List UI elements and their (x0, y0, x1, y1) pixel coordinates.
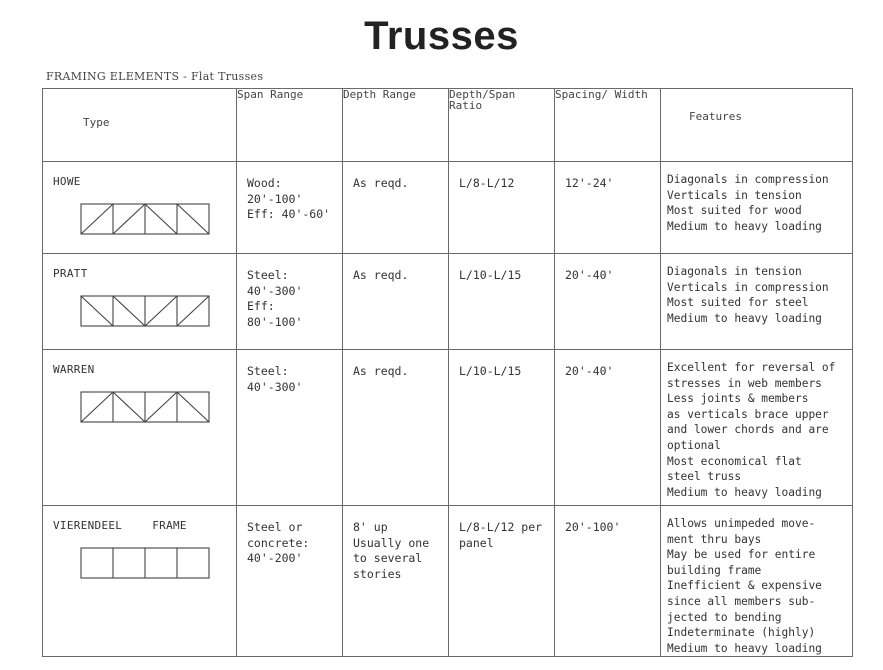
span-range: Steel: 40'-300' Eff: 80'-100' (247, 268, 303, 329)
span-range: Steel: 40'-300' (247, 364, 303, 394)
depth-range: As reqd. (353, 176, 409, 190)
spacing-width: 20'-40' (565, 268, 614, 282)
features-text: Excellent for reversal of stresses in web members Less joints & members as verticals brace upper and lower chords and are optional Most economical flat steel truss Medium to heavy loading (667, 361, 836, 499)
table-row (43, 254, 853, 350)
span-range: Steel or concrete: 40'-200' (247, 520, 310, 565)
header-type: Type (43, 89, 237, 162)
header-spacing: Spacing/ Width (555, 89, 661, 162)
type-name: HOWE (53, 175, 81, 188)
features-text: Allows unimpeded move- ment thru bays May be used for entire building frame Inefficient & expensive since all members sub- jected to bending Indeterminate (highly) Medium to heavy loading (667, 517, 822, 655)
header-span: Span Range (237, 89, 343, 162)
type-name: VIERENDEEL (53, 519, 123, 532)
type-name: PRATT (53, 267, 88, 280)
type-cell (43, 506, 237, 657)
type-name-extra: FRAME (152, 519, 187, 532)
vierendeel-frame-icon (79, 546, 211, 580)
spacing-width: 12'-24' (565, 176, 614, 190)
pratt-truss-icon (79, 294, 211, 328)
type-cell (43, 350, 237, 506)
span-range: Wood: 20'-100' Eff: 40'-60' (247, 176, 331, 221)
truss-table (42, 88, 853, 657)
header-features: Features (661, 89, 853, 162)
depth-range: As reqd. (353, 268, 409, 282)
table-row (43, 162, 853, 254)
features-text: Diagonals in compression Verticals in tension Most suited for wood Medium to heavy loading (667, 173, 829, 233)
type-name: WARREN (53, 363, 95, 376)
warren-truss-icon (79, 390, 211, 424)
depth-span-ratio: L/10-L/15 (459, 268, 522, 282)
spacing-width: 20'-40' (565, 364, 614, 378)
depth-range: 8' up Usually one to several stories (353, 520, 430, 581)
table-row (43, 506, 853, 657)
howe-truss-icon (79, 202, 211, 236)
spacing-width: 20'-100' (565, 520, 621, 534)
page-title: Trusses (364, 14, 519, 58)
depth-span-ratio: L/8-L/12 (459, 176, 515, 190)
type-cell (43, 162, 237, 254)
depth-span-ratio: L/8-L/12 per panel (459, 520, 543, 550)
header-ratio: Depth/Span Ratio (449, 89, 555, 162)
features-text: Diagonals in tension Verticals in compression Most suited for steel Medium to heavy loading (667, 265, 829, 325)
depth-span-ratio: L/10-L/15 (459, 364, 522, 378)
depth-range: As reqd. (353, 364, 409, 378)
table-row (43, 350, 853, 506)
header-depth: Depth Range (343, 89, 449, 162)
table-header-row (43, 89, 853, 162)
page-subtitle: FRAMING ELEMENTS - Flat Trusses (46, 70, 264, 83)
type-cell (43, 254, 237, 350)
